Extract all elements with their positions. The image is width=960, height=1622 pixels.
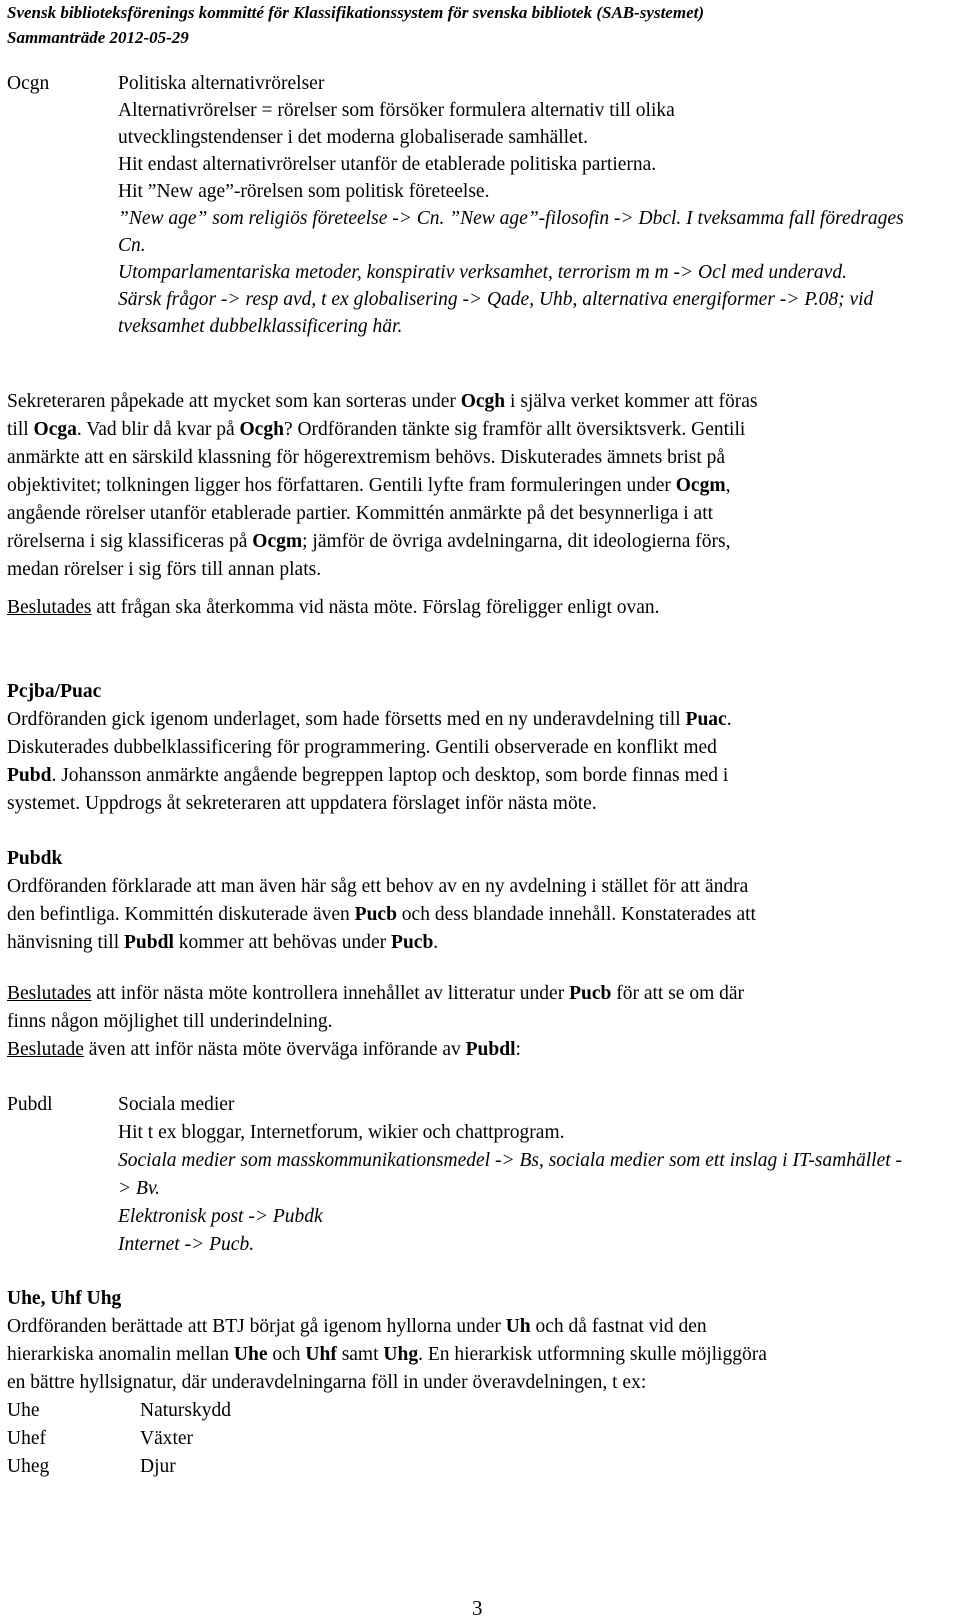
section-heading: Pubdk — [7, 848, 63, 869]
discussion-paragraph: Sekreteraren påpekade att mycket som kan sorteras under Ocgh i själva verket kommer att föras till Ocga. Vad blir då kvar på Ocgh? Ordföranden tänkte sig framför allt översiktsverk. Gentili anmärkte att en särskild klassning för högerextremism behövs. Diskuterades ämnets brist på objektivitet; tolkningen ligger hos författaren. Gentili lyfte fram formuleringen under Ocgm, angående rörelser utanför etablerade partier. Kommittén anmärkte på det besynnerliga i att rörelserna i sig klassificeras på Ocgm; jämför de övriga avdelningarna, dit ideologierna förs, medan rörelser i sig förs till annan plats. — [7, 391, 758, 580]
page-number: 3 — [472, 1596, 483, 1620]
entry-note: Särsk frågor -> resp avd, t ex globalisering -> Qade, Uhb, alternativa energiformer -> P.08; vid — [118, 289, 874, 310]
example-label: Naturskydd — [140, 1400, 231, 1421]
document-header — [7, 0, 704, 50]
class-entry-ocgn — [118, 70, 948, 340]
class-code-ocgn: Ocgn — [7, 73, 50, 94]
decision-paragraph: Beslutades att frågan ska återkomma vid nästa möte. Förslag föreligger enligt ovan. — [7, 597, 660, 618]
example-row — [7, 1425, 231, 1453]
example-list — [7, 1397, 231, 1481]
example-row — [7, 1397, 231, 1425]
entry-note: Utomparlamentariska metoder, konspirativ verksamhet, terrorism m m -> Ocl med underavd. — [118, 262, 847, 283]
example-label: Växter — [140, 1428, 194, 1449]
decision-paragraph: Beslutades att inför nästa möte kontrollera innehållet av litteratur under Pucb för att se om där finns någon möjlighet till underindelning. Beslutade även att inför nästa möte överväga införande av Pubdl: — [7, 983, 745, 1060]
section-uhe-uhf-uhg: Uhe, Uhf Uhg Ordföranden berättade att BTJ börjat gå igenom hyllorna under Uh och då fastnat vid den hierarkiska anomalin mellan Uhe och Uhf samt Uhg. En hierarkisk utformning skulle möjliggöra en bättre hyllsignatur, där underavdelningarna föll in under överavdelningen, t ex: — [7, 1285, 952, 1397]
entry-line: Sociala medier — [118, 1094, 235, 1115]
header-meeting-date: Sammanträde 2012-05-29 — [7, 28, 189, 47]
section-heading: Pcjba/Puac — [7, 681, 102, 702]
example-code: Uhef — [7, 1428, 46, 1449]
entry-line: Alternativrörelser = rörelser som försöker formulera alternativ till olika — [118, 100, 675, 121]
entry-line: Hit ”New age”-rörelsen som politisk företeelse. — [118, 181, 490, 202]
example-code: Uheg — [7, 1456, 50, 1477]
entry-note: ”New age” som religiös företeelse -> Cn. ”New age”-filosofin -> Dbcl. I tveksamma fall föredrages — [118, 208, 904, 229]
class-entry-pubdl — [118, 1091, 948, 1259]
header-committee: Svensk biblioteksförenings kommitté för Klassifikationssystem för svenska bibliotek (SAB-systemet) — [7, 3, 705, 22]
section-pcjba-puac: Pcjba/Puac Ordföranden gick igenom underlaget, som hade försetts med en ny underavdelning till Puac. Diskuterades dubbelklassificering för programmering. Gentili observerade en konflikt med Pubd. Johansson anmärkte angående begreppen laptop och desktop, som borde finnas med i systemet. Uppdrogs åt sekreteraren att uppdatera förslaget inför nästa möte. — [7, 678, 952, 818]
entry-note: Internet -> Pucb. — [118, 1234, 255, 1255]
example-row — [7, 1453, 231, 1481]
entry-note: > Bv. — [118, 1178, 161, 1199]
entry-note: Sociala medier som masskommunikationsmedel -> Bs, sociala medier som ett inslag i IT-samhället - — [118, 1150, 903, 1171]
section-pubdk: Pubdk Ordföranden förklarade att man även här såg ett behov av en ny avdelning i stället för att ändra den befintliga. Kommittén diskuterade även Pucb och dess blandade innehåll. Konstaterades att hänvisning till Pubdl kommer att behövas under Pucb. — [7, 845, 952, 957]
example-code: Uhe — [7, 1400, 40, 1421]
entry-line: utvecklingstendenser i det moderna globaliserade samhället. — [118, 127, 589, 148]
entry-line: Politiska alternativrörelser — [118, 73, 325, 94]
example-label: Djur — [140, 1456, 176, 1477]
entry-line: Hit endast alternativrörelser utanför de etablerade politiska partierna. — [118, 154, 657, 175]
entry-note: Elektronisk post -> Pubdk — [118, 1206, 323, 1227]
entry-line: Hit t ex bloggar, Internetforum, wikier och chattprogram. — [118, 1122, 565, 1143]
class-code-pubdl: Pubdl — [7, 1094, 53, 1115]
entry-note: tveksamhet dubbelklassificering här. — [118, 316, 403, 337]
section-heading: Uhe, Uhf Uhg — [7, 1288, 122, 1309]
entry-note: Cn. — [118, 235, 146, 256]
